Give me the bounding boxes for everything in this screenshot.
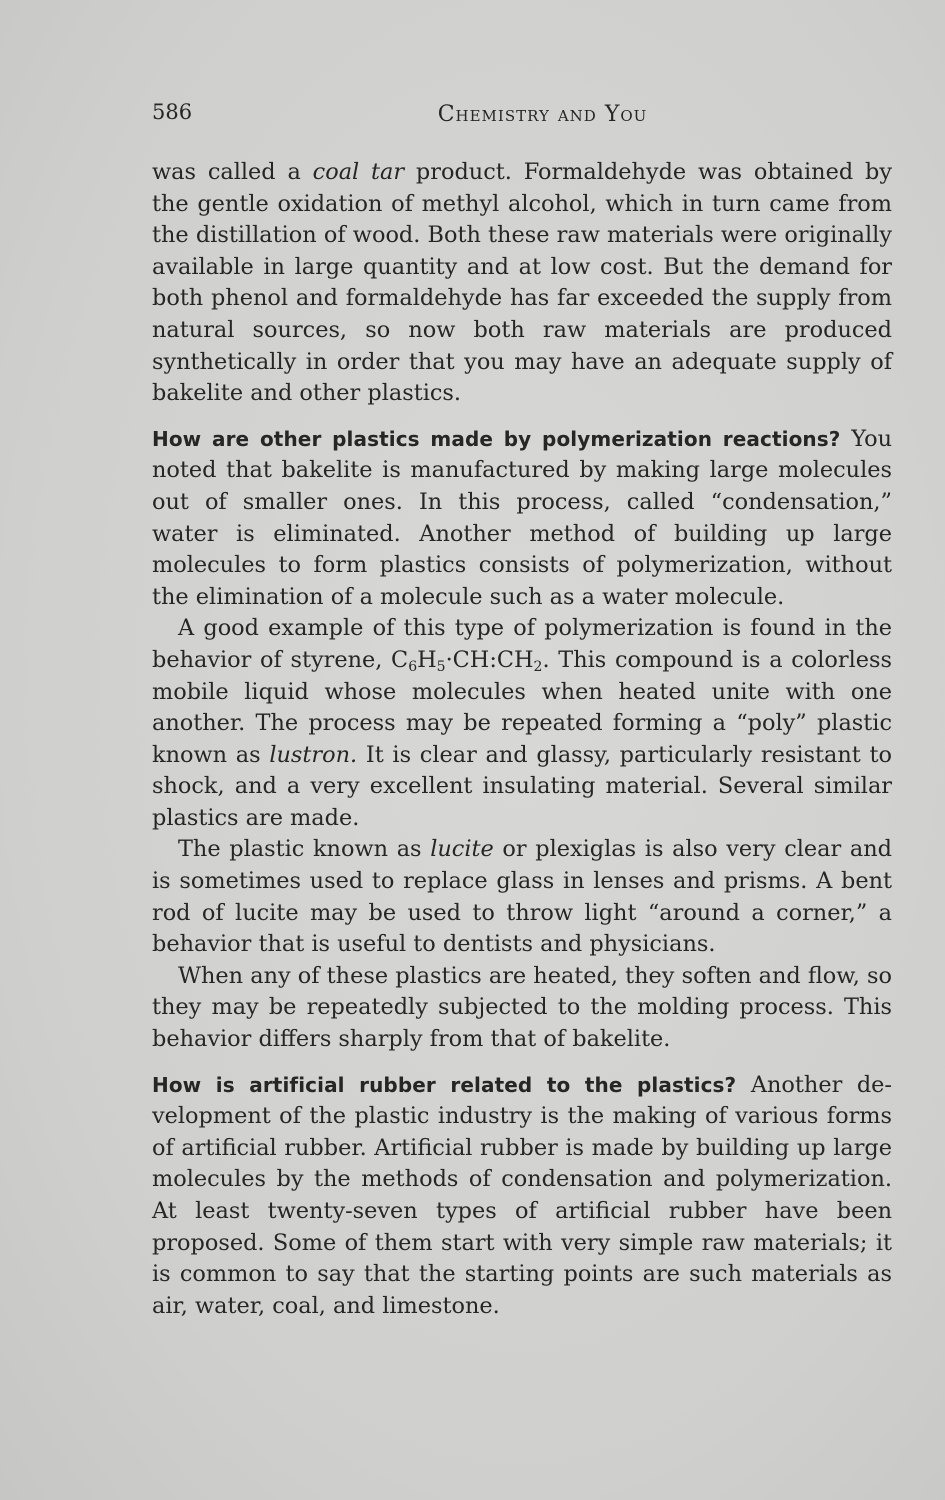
- running-title: Chemistry and You: [437, 102, 648, 127]
- section-question-polymerization: How are other plastics made by polymerization reactions?: [152, 426, 841, 451]
- paragraph-lucite: The plastic known as lucite or plexiglas is also very clear and is sometimes used to replace glass in lenses and prisms. A bent rod of lucite may be used to throw light “around a corner,” a behavior that is useful to dentists and physicians.: [152, 836, 892, 958]
- paragraph-coal-tar: was called a coal tar product. Formaldehyde was obtained by the gentle oxidation of methyl alcohol, which in turn came from the distillation of wood. Both these raw materials were originally available in large quantity and at low cost. But the demand for both phenol and formaldehyde has far exceeded the supply from natural sources, so now both raw materials are produced synthetically in order that you may have an adequate supply of bakelite and other plastics.: [152, 159, 892, 407]
- body-text: [152, 157, 892, 1322]
- paragraph-heating: When any of these plastics are heated, they soften and flow, so they may be repeatedly subjected to the molding process. This behavior differs sharply from that of bakelite.: [152, 962, 892, 1053]
- page-header: [152, 100, 893, 134]
- paragraph-artificial-rubber: How is artificial rubber related to the plastics? Another development of the plastic industry is the making of various forms of artificial rubber. Artificial rubber is made by building up large molecules by the methods of condensation and polymerization. At least twenty-seven types of artificial rubber have been proposed. Some of them start with very simple raw materials; it is common to say that the starting points are such materials as air, water, coal, and limestone.: [152, 1071, 892, 1319]
- section-question-rubber: How is artificial rubber related to the plastics?: [152, 1072, 737, 1097]
- paragraph-styrene: A good example of this type of polymerization is found in the behavior of styrene, $C_6H_5\cdot CH:CH_2$. This compound is a colorless mobile liquid whose molecules when heated unite with one another. The process may be repeated forming a “poly” plastic known as lustron. It is clear and glassy, particularly resistant to shock, and a very excellent insulating material. Several similar plastics are made.: [152, 615, 892, 831]
- paragraph-polymerization: How are other plastics made by polymerization reactions? You noted that bakelite is manufactured by making large molecules out of smaller ones. In this process, called “condensation,” water is eliminated. Another method of building up large molecules to form plastics consists of polymerization, without the elimination of a molecule such as a water molecule.: [152, 425, 892, 610]
- page-number: 586: [152, 100, 193, 124]
